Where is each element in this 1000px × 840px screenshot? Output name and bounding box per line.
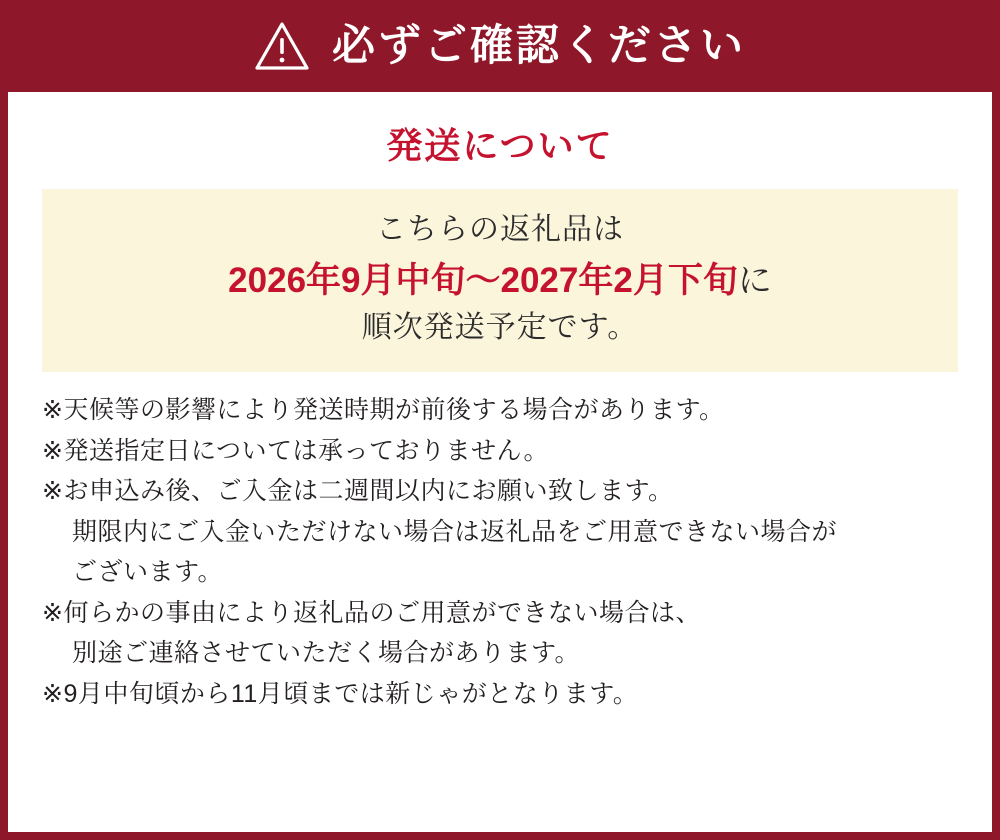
note-item: ※天候等の影響により発送時期が前後する場合があります。 bbox=[42, 396, 725, 425]
shipping-period-suffix: に bbox=[737, 261, 772, 300]
note-item: ※何らかの事由により返礼品のご用意ができない場合は、 bbox=[42, 598, 701, 627]
note-item: 別途ご連絡させていただく場合があります。 bbox=[72, 639, 581, 668]
note-item: ※発送指定日については承っておりません。 bbox=[42, 436, 549, 465]
note-item: ※9月中旬頃から11月頃までは新じゃがとなります。 bbox=[42, 679, 639, 708]
shipping-period-value: 2026年9月中旬～2027年2月下旬 bbox=[228, 260, 738, 300]
section-title: 発送について bbox=[386, 125, 614, 166]
warning-triangle-icon bbox=[254, 21, 310, 71]
note-item: ※お申込み後、ご入金は二週間以内にお願い致します。 bbox=[42, 477, 674, 506]
note-item: ございます。 bbox=[72, 558, 224, 587]
note-item: 期限内にご入金いただけない場合は返礼品をご用意できない場合が bbox=[72, 517, 838, 546]
banner-title: 必ずご確認ください bbox=[332, 21, 746, 70]
highlight-line-3: 順次発送予定です。 bbox=[361, 311, 639, 345]
header-banner bbox=[0, 0, 1000, 92]
shipping-highlight-box bbox=[42, 189, 958, 372]
notice-card bbox=[8, 92, 992, 832]
highlight-line-1: こちらの返礼品は bbox=[376, 213, 624, 247]
highlight-line-2 bbox=[52, 256, 948, 306]
notes-list bbox=[42, 390, 958, 714]
